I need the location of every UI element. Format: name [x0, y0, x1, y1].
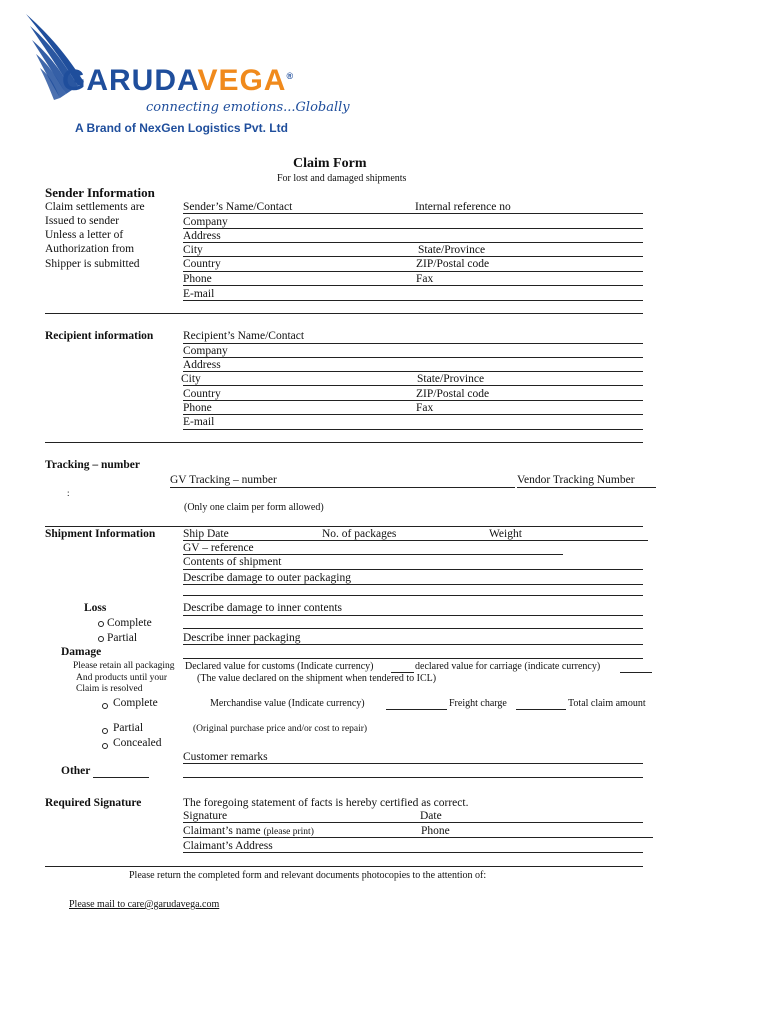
vendor-tracking-field[interactable] [517, 487, 656, 488]
loss-partial-label: Partial [107, 632, 138, 644]
sender-city-field[interactable] [183, 256, 643, 257]
recipient-zip-label: ZIP/Postal code [416, 388, 490, 400]
declared-customs-label: Declared value for customs (Indicate currency) [185, 661, 374, 672]
mail-link[interactable]: Please mail to care@garudavega.com [69, 899, 220, 910]
declared-carriage-field[interactable] [620, 672, 652, 673]
signature-label: Signature [183, 810, 228, 822]
weight-label: Weight [489, 528, 522, 540]
recipient-name-label: Recipient’s Name/Contact [183, 330, 305, 342]
recipient-fax-label: Fax [416, 402, 434, 414]
loss-partial-radio[interactable] [98, 636, 104, 642]
signature-heading: Required Signature [45, 797, 142, 809]
sender-city-label: City [183, 244, 203, 256]
sender-note-line: Authorization from [45, 243, 135, 255]
recipient-country-label: Country [183, 388, 221, 400]
registered-mark: ® [286, 71, 295, 81]
packages-label: No. of packages [322, 528, 397, 540]
tracking-heading: Tracking – number [45, 459, 140, 471]
sender-email-label: E-mail [183, 288, 215, 300]
signature-field[interactable] [183, 822, 643, 823]
gv-reference-field[interactable] [183, 554, 563, 555]
recipient-country-field[interactable] [183, 400, 643, 401]
return-note: Please return the completed form and relevant documents photocopies to the attention of: [129, 870, 487, 881]
sender-fax-label: Fax [416, 273, 434, 285]
damage-partial-radio[interactable] [102, 728, 108, 734]
freight-field[interactable] [516, 709, 566, 710]
brand-name-part2: VEGA [197, 64, 287, 97]
claimant-address-label: Claimant’s Address [183, 840, 273, 852]
signature-statement: The foregoing statement of facts is hereby certified as correct. [183, 797, 469, 809]
recipient-email-label: E-mail [183, 416, 215, 428]
damage-concealed-radio[interactable] [102, 743, 108, 749]
shipment-heading: Shipment Information [45, 528, 156, 540]
outer-damage-label: Describe damage to outer packaging [183, 572, 351, 584]
sender-note-line: Shipper is submitted [45, 258, 140, 270]
recipient-city-field[interactable] [183, 385, 643, 386]
outer-damage-field-2[interactable] [183, 595, 643, 596]
brand-subtitle: A Brand of NexGen Logistics Pvt. Ltd [75, 121, 288, 135]
inner-damage-field-2[interactable] [183, 628, 643, 629]
sender-name-label: Sender’s Name/Contact [183, 201, 293, 213]
remarks-field-2[interactable] [183, 777, 643, 778]
sender-phone-label: Phone [183, 273, 212, 285]
brand-name-part1: GARUDA [62, 64, 198, 97]
sender-note-line: Claim settlements are [45, 201, 145, 213]
section-divider [45, 526, 643, 527]
sender-address-label: Address [183, 230, 221, 242]
recipient-state-label: State/Province [417, 373, 485, 385]
damage-heading: Damage [61, 646, 102, 658]
sender-country-field[interactable] [183, 271, 643, 272]
section-divider [45, 442, 643, 443]
inner-packaging-field[interactable] [183, 644, 643, 645]
retain-note: Claim is resolved [76, 684, 143, 694]
recipient-city-label: City [181, 373, 201, 385]
loss-heading: Loss [84, 602, 107, 614]
damage-concealed-label: Concealed [113, 737, 162, 749]
claimant-name-field[interactable] [183, 837, 653, 838]
loss-complete-radio[interactable] [98, 621, 104, 627]
gv-tracking-label: GV Tracking – number [170, 474, 277, 486]
ship-date-field[interactable] [183, 540, 648, 541]
brand-tagline: connecting emotions...Globally [146, 100, 350, 115]
recipient-company-field[interactable] [183, 357, 643, 358]
sender-name-field[interactable] [183, 213, 643, 214]
retain-note: And products until your [76, 673, 168, 683]
form-subtitle: For lost and damaged shipments [277, 173, 407, 184]
sender-note-line: Unless a letter of [45, 229, 124, 241]
recipient-address-label: Address [183, 359, 221, 371]
section-divider [45, 313, 643, 314]
sender-country-label: Country [183, 258, 221, 270]
claimant-address-field[interactable] [183, 852, 643, 853]
sender-email-field[interactable] [183, 300, 643, 301]
gv-reference-label: GV – reference [183, 542, 254, 554]
loss-complete-label: Complete [107, 617, 152, 629]
recipient-address-field[interactable] [183, 371, 643, 372]
purchase-note: (Original purchase price and/or cost to repair) [193, 724, 368, 734]
merchandise-field[interactable] [386, 709, 447, 710]
inner-damage-label: Describe damage to inner contents [183, 602, 343, 614]
contents-label: Contents of shipment [183, 556, 282, 568]
retain-note: Please retain all packaging [73, 661, 175, 671]
claimant-name-text: Claimant’s name [183, 825, 261, 837]
sender-company-label: Company [183, 216, 228, 228]
contents-field[interactable] [183, 569, 643, 570]
other-label: Other [61, 765, 91, 777]
tracking-colon: : [67, 488, 70, 498]
section-divider [45, 866, 643, 867]
remarks-label: Customer remarks [183, 751, 268, 763]
damage-complete-label: Complete [113, 697, 158, 709]
remarks-field[interactable] [183, 763, 643, 764]
sender-heading: Sender Information [45, 185, 155, 200]
claimant-name-label [183, 825, 314, 837]
merchandise-label: Merchandise value (Indicate currency) [210, 698, 365, 709]
ship-date-label: Ship Date [183, 528, 229, 540]
recipient-email-field[interactable] [183, 429, 643, 430]
sender-phone-field[interactable] [183, 285, 643, 286]
sender-note-line: Issued to sender [45, 215, 120, 227]
vendor-tracking-label: Vendor Tracking Number [517, 474, 635, 486]
recipient-company-label: Company [183, 345, 228, 357]
recipient-phone-field[interactable] [183, 414, 643, 415]
freight-label: Freight charge [449, 698, 507, 709]
date-label: Date [420, 810, 442, 822]
inner-damage-field[interactable] [183, 615, 643, 616]
outer-damage-field[interactable] [183, 584, 643, 585]
damage-partial-label: Partial [113, 722, 144, 734]
please-print-note: (please print) [263, 827, 314, 837]
declared-note: (The value declared on the shipment when tendered to ICL) [197, 673, 437, 684]
total-claim-label: Total claim amount [568, 698, 646, 709]
form-title: Claim Form [293, 156, 367, 171]
recipient-name-field[interactable] [183, 343, 643, 344]
sender-state-label: State/Province [418, 244, 486, 256]
tracking-note: (Only one claim per form allowed) [184, 502, 324, 513]
claimant-phone-label: Phone [421, 825, 450, 837]
gv-tracking-field[interactable] [170, 487, 515, 488]
sender-company-field[interactable] [183, 228, 643, 229]
declared-carriage-label: declared value for carriage (indicate currency) [415, 661, 601, 672]
other-field[interactable] [93, 777, 149, 778]
inner-packaging-field-2[interactable] [183, 658, 643, 659]
inner-packaging-label: Describe inner packaging [183, 632, 301, 644]
damage-complete-radio[interactable] [102, 703, 108, 709]
recipient-heading: Recipient information [45, 330, 154, 342]
sender-address-field[interactable] [183, 242, 643, 243]
sender-zip-label: ZIP/Postal code [416, 258, 490, 270]
recipient-phone-label: Phone [183, 402, 212, 414]
internal-ref-label: Internal reference no [415, 201, 511, 213]
